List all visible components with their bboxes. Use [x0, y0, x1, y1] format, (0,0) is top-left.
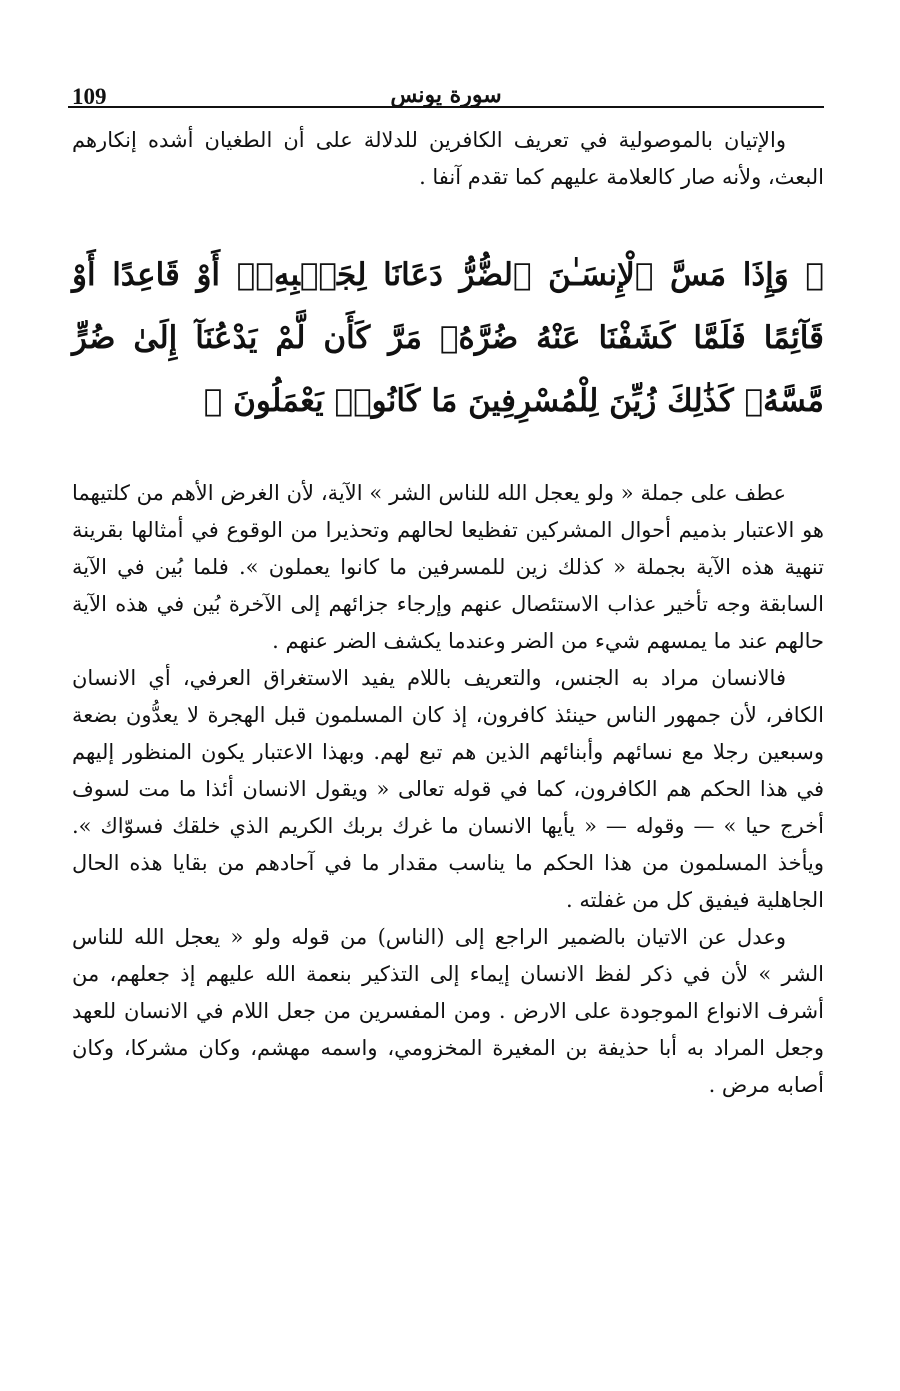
commentary-paragraph-3: وعدل عن الاتيان بالضمير الراجع إلى (الناس) من قوله ولو « يعجل الله للناس الشر » لأن في ذكر لفظ الانسان إيماء إلى التذكير بنعمة الله عليهم إذ جعلهم، من أشرف الانواع الموجودة على الارض . ومن المفسرين من جعل اللام في الانسان للعهد وجعل المراد به أبا حذيفة بن المغيرة المخزومي، واسمه مهشم، وكان مشركا، وكان أصابه مرض .: [72, 925, 824, 1097]
header-rule: [68, 106, 824, 108]
surah-title: سورة يونس: [390, 82, 502, 108]
intro-paragraph: والإتيان بالموصولية في تعريف الكافرين للدلالة على أن الطغيان أشده إنكارهم البعث، ولأنه صار كالعلامة عليهم كما تقدم آنفا .: [72, 128, 824, 189]
verse-text: وَإِذَا مَسَّ ٱلْإِنسَـٰنَ ٱلضُّرُّ دَعَانَا لِجَنۢبِهِۦٓ أَوْ قَاعِدًا أَوْ قَآئِمًا فَلَمَّا كَشَفْنَا عَنْهُ ضُرَّهُۥ مَرَّ كَأَن لَّمْ يَدْعُنَآ إِلَىٰ ضُرٍّ مَّسَّهُۥ كَذَٰلِكَ زُيِّنَ لِلْمُسْرِفِينَ مَا كَانُوا۟ يَعْمَلُونَ: [72, 257, 825, 419]
page-number: 109: [72, 84, 107, 109]
commentary-paragraph-2: فالانسان مراد به الجنس، والتعريف باللام يفيد الاستغراق العرفي، أي الانسان الكافر، لأن جمهور الناس حينئذ كافرون، إذ كان المسلمون قبل الهجرة لا يعدُّون بضعة وسبعين رجلا مع نسائهم وأبنائهم الذين هم تبع لهم. وبهذا الاعتبار يكون المنظور إليهم في هذا الحكم هم الكافرون، كما في قوله تعالى « ويقول الانسان أئذا ما مت لسوف أخرج حيا » — وقوله — « يأيها الانسان ما غرك بربك الكريم الذي خلقك فسوّاك ». ويأخذ المسلمون من هذا الحكم ما يناسب مقدار ما في آحادهم من بقايا هذه الحال الجاهلية فيفيق كل من غفلته .: [72, 666, 824, 912]
commentary-paragraph-1: عطف على جملة « ولو يعجل الله للناس الشر » الآية، لأن الغرض الأهم من كلتيهما هو الاعتبار بذميم أحوال المشركين تفظيعا لحالهم وتحذيرا من الوقوع في أمثالها بقرينة تنهية هذه الآية بجملة « كذلك زين للمسرفين ما كانوا يعملون ». فلما بُين في الآية السابقة وجه تأخير عذاب الاستئصال عنهم وإرجاء جزائهم إلى الآخرة بُين في هذه الآية حالهم عند ما يمسهم شيء من الضر وعندما يكشف الضر عنهم .: [72, 481, 824, 653]
page-content: [72, 122, 824, 1104]
verse-open-bracket: ﴿: [805, 257, 824, 293]
quran-verse: [72, 244, 824, 433]
verse-close-bracket: ﴾: [203, 383, 223, 419]
